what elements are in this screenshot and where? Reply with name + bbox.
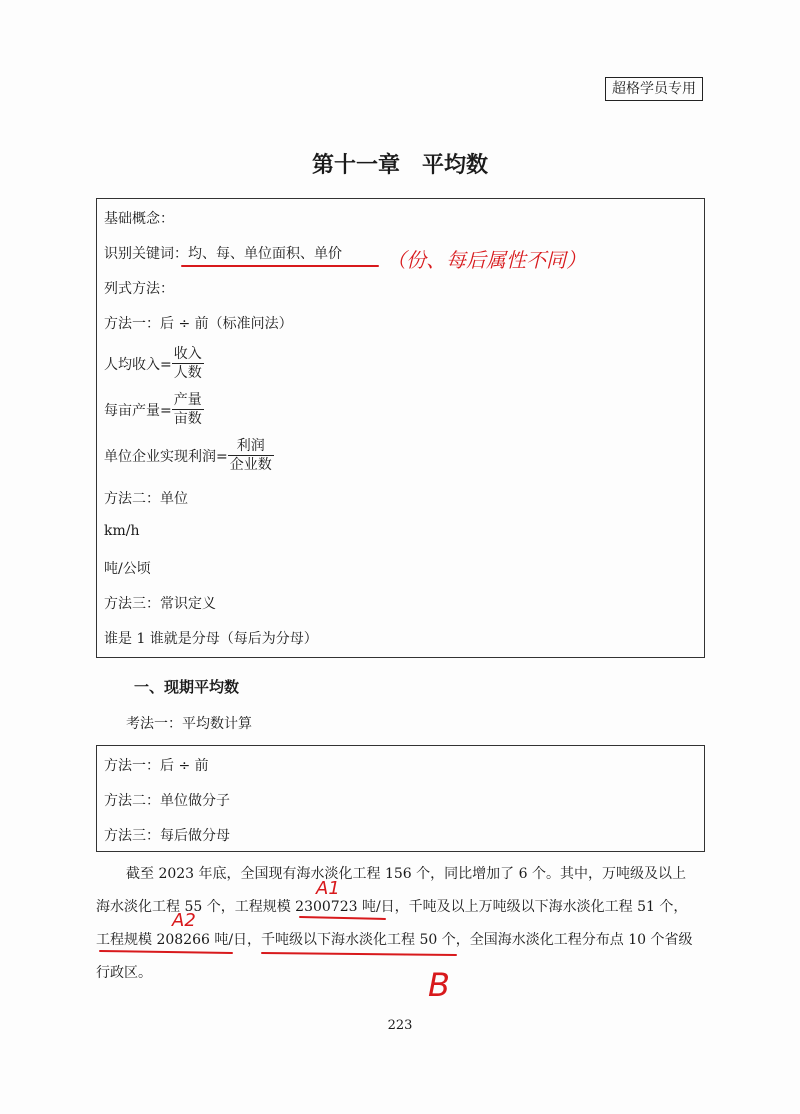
formula-lhs: 人均收入= (104, 356, 172, 373)
handwritten-a1-label: A1 (316, 878, 340, 899)
section-heading: 一、现期平均数 (134, 678, 240, 696)
handwritten-note: （份、每后属性不同） (386, 248, 586, 272)
method-box-item: 方法二：单位做分子 (104, 793, 230, 809)
basic-concept-label: 基础概念： (104, 211, 174, 227)
numerator: 产量 (173, 392, 202, 408)
paragraph-line: 海水淡化工程 55 个，工程规模 2300723 吨/日，千吨及以上万吨级以下海水淡化工程 51 个， (96, 899, 688, 915)
paragraph-line: 行政区。 (96, 965, 152, 981)
student-only-badge: 超格学员专用 (605, 77, 703, 101)
denominator-rule: 谁是 1 谁就是分母（每后为分母） (104, 631, 318, 647)
keywords-line: 识别关键词：均、每、单位面积、单价 (104, 246, 342, 262)
paragraph-line: 工程规模 208266 吨/日，千吨级以下海水淡化工程 50 个，全国海水淡化工程分布点 10 个省级 (96, 932, 693, 948)
list-method-label: 列式方法： (104, 281, 174, 297)
paragraph-line: 截至 2023 年底，全国现有海水淡化工程 156 个，同比增加了 6 个。其中，万吨级及以上 (126, 866, 686, 882)
exam-method-label: 考法一：平均数计算 (126, 716, 252, 732)
formula-lhs: 单位企业实现利润= (104, 448, 228, 465)
small-plants-underline (262, 953, 456, 955)
denominator: 企业数 (229, 457, 272, 473)
method2-line: 方法二：单位 (104, 491, 188, 507)
page-number: 223 (387, 1018, 413, 1033)
method-box-item: 方法三：每后做分母 (104, 828, 230, 844)
chapter-title: 第十一章 平均数 (311, 153, 488, 178)
denominator: 亩数 (173, 411, 202, 427)
numerator: 利润 (236, 438, 265, 454)
scale-underline (300, 917, 385, 919)
scale2-underline (100, 951, 232, 953)
formula-lhs: 每亩产量= (104, 402, 172, 419)
unit-example-yield: 吨/公顷 (104, 561, 151, 577)
unit-example-speed: km/h (104, 523, 140, 539)
method-box-item: 方法一：后 ÷ 前 (104, 758, 209, 774)
handwritten-answer: B (428, 966, 450, 1004)
method3-line: 方法三：常识定义 (104, 596, 216, 612)
numerator: 收入 (173, 346, 202, 362)
handwritten-a2-label: A2 (172, 910, 196, 931)
denominator: 人数 (173, 365, 202, 381)
method1-line: 方法一：后 ÷ 前（标准问法） (104, 316, 293, 332)
